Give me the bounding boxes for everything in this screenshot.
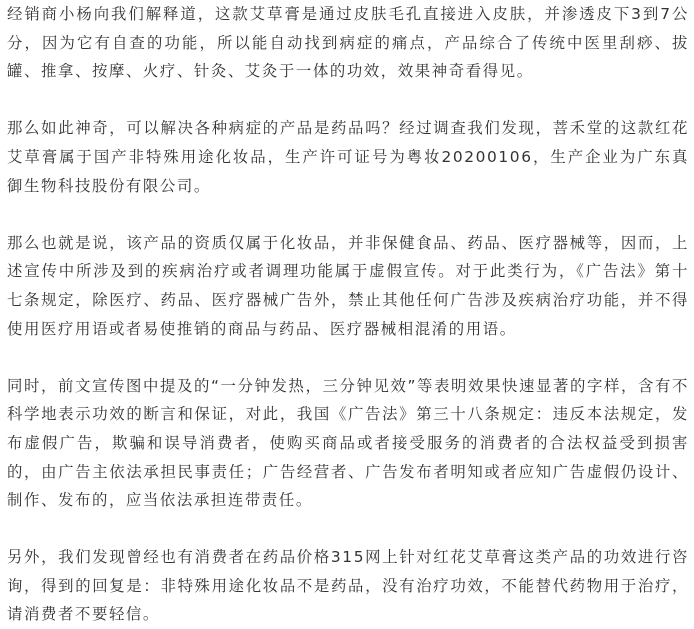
paragraph-distributor-explanation: 经销商小杨向我们解释道，这款艾草膏是通过皮肤毛孔直接进入皮肤，并渗透皮下3到7公分，因为它有自查的功能，所以能自动找到病症的痛点，产品综合了传统中医里刮痧、拔罐、推拿、按摩、火疗、针灸、艾灸于一体的功效，效果神奇看得见。	[7, 5, 689, 81]
paragraph-advertising-law: 同时，前文宣传图中提及的“一分钟发热，三分钟见效”等表明效果快速显著的字样，含有不科学地表示功效的断言和保证，对此，我国《广告法》第三十八条规定：违反本法规定，发布虚假广告，欺骗和误导消费者，使购买商品或者接受服务的消费者的合法权益受到损害的，由广告主依法承担民事责任；广告经营者、广告发布者明知或者应知广告虚假仍设计、制作、发布的，应当依法承担连带责任。	[7, 376, 689, 510]
paragraph-consumer-inquiry: 另外，我们发现曾经也有消费者在药品价格315网上针对红花艾草膏这类产品的功效进行咨询，得到的回复是：非特殊用途化妆品不是药品，没有治疗功效，不能替代药物用于治疗，请消费者不要轻信。	[7, 548, 689, 624]
article-body	[7, 0, 689, 629]
paragraph-product-classification: 那么如此神奇，可以解决各种病症的产品是药品吗？经过调查我们发现，菩禾堂的这款红花艾草膏属于国产非特殊用途化妆品，生产许可证号为粤妆20200106，生产企业为广东真御生物科技股份有限公司。	[7, 119, 689, 195]
paragraph-false-advertising: 那么也就是说，该产品的资质仅属于化妆品，并非保健食品、药品、医疗器械等，因而，上述宣传中所涉及到的疾病治疗或者调理功能属于虚假宣传。对于此类行为，《广告法》第十七条规定，除医疗、药品、医疗器械广告外，禁止其他任何广告涉及疾病治疗功能，并不得使用医疗用语或者易使推销的商品与药品、医疗器械相混淆的用语。	[7, 233, 689, 338]
